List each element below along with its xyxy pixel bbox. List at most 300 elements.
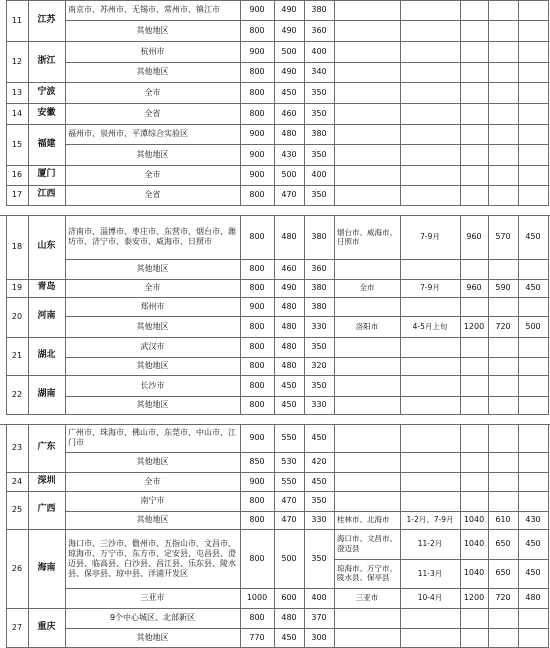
province-name: 安徽 [37,107,56,118]
area-cell: 其他地区 [136,264,169,273]
area-cell: 武汉市 [140,342,165,351]
row-index: 27 [11,622,23,632]
province-name: 广东 [37,442,56,453]
grid-line [65,472,66,492]
grid-line [304,375,305,415]
standard-value-1: 900 [249,129,265,138]
grid-line [488,103,489,125]
peak-value-2: 720 [495,321,511,331]
grid-line [6,297,548,298]
grid-line [6,0,548,1]
grid-line [6,103,7,125]
grid-line [488,279,489,298]
standard-value-2: 490 [281,283,297,292]
row-index: 22 [11,389,23,399]
row-index: 17 [11,190,23,199]
grid-line [6,375,548,376]
grid-line [304,124,305,166]
standard-value-2: 480 [281,301,297,311]
grid-line [488,82,489,104]
grid-line [488,185,489,206]
standard-value-2: 480 [281,129,297,138]
standard-value-2: 490 [281,25,297,35]
grid-line [6,165,7,186]
grid-line [548,472,549,492]
peak-value-2: 650 [495,568,511,578]
grid-line [6,608,7,648]
grid-line [304,165,305,186]
area-cell: 其他地区 [136,25,169,35]
grid-line [65,375,66,415]
grid-line [548,0,549,42]
row-index: 21 [11,351,23,360]
grid-line [65,0,66,42]
peak-area: 琼海市、万宁市、陵水县、保亭县 [337,563,397,583]
province-name: 海南 [37,562,56,573]
standard-value-3: 380 [311,232,327,241]
standard-value-3: 350 [311,553,327,563]
standard-value-2: 460 [281,108,297,118]
province-name: 深圳 [37,475,56,486]
area-cell: 其他地区 [136,321,169,331]
standard-value-3: 380 [311,5,327,14]
grid-line [240,297,241,338]
grid-line [274,297,275,338]
standard-value-1: 800 [249,400,265,409]
grid-line [6,205,548,206]
standard-value-1: 800 [249,515,265,524]
grid-line [240,0,241,42]
grid-line [6,165,548,166]
standard-value-1: 800 [249,361,265,370]
grid-line [488,165,489,186]
grid-line [28,185,29,206]
grid-line [460,375,461,415]
standard-value-2: 500 [281,553,297,563]
grid-line [518,529,519,609]
grid-line [488,529,489,609]
standard-value-2: 450 [281,87,297,97]
grid-line [240,215,241,280]
province-name: 广西 [37,504,56,515]
area-cell: 长沙市 [140,380,165,390]
grid-line [65,82,66,104]
grid-line [518,279,519,298]
standard-value-1: 900 [249,46,265,56]
area-cell: 其他地区 [136,515,169,524]
grid-line [400,124,401,166]
standard-value-1: 800 [249,342,265,351]
standard-value-2: 480 [281,232,297,241]
grid-line [400,424,401,473]
standard-value-3: 330 [311,515,327,524]
grid-line [6,82,548,83]
grid-line [304,0,305,42]
grid-line [240,82,241,104]
grid-line [6,424,7,473]
area-cell: 全市 [144,283,161,292]
grid-line [274,472,275,492]
grid-line [28,424,29,473]
grid-line [518,375,519,415]
standard-value-1: 800 [249,232,265,241]
standard-value-3: 400 [311,593,327,602]
standard-value-3: 400 [311,46,327,56]
grid-line [65,529,66,609]
grid-line [400,103,401,125]
standard-value-3: 350 [311,190,327,199]
standard-value-2: 450 [281,400,297,409]
grid-line [460,82,461,104]
peak-area: 烟台市、威海市、日照市 [337,227,397,246]
standard-value-1: 900 [249,170,265,179]
area-cell: 南宁市 [140,496,165,505]
standard-value-3: 350 [311,380,327,390]
grid-line [28,297,29,338]
grid-line [6,215,548,216]
standard-value-1: 800 [249,496,265,505]
area-cell: 9个中心城区、北部新区 [109,613,196,622]
grid-line [6,185,548,186]
standard-value-3: 350 [311,149,327,159]
grid-line [274,375,275,415]
grid-line [28,0,29,42]
grid-line [548,279,549,298]
grid-line [460,472,461,492]
grid-line [28,529,29,609]
grid-line [28,608,29,648]
area-cell: 全市 [144,170,161,179]
grid-line [460,424,461,473]
standard-value-2: 470 [281,496,297,505]
province-name: 江西 [37,189,56,200]
standard-value-2: 550 [281,433,297,442]
grid-line [334,82,335,104]
grid-line [548,82,549,104]
standard-value-3: 400 [311,170,327,179]
peak-value-3: 430 [525,515,541,524]
standard-value-2: 470 [281,515,297,524]
peak-period: 11-3月 [417,568,443,578]
grid-line [460,215,461,280]
grid-line [334,529,335,609]
standard-value-2: 460 [281,264,297,273]
grid-line [240,472,241,492]
standard-value-3: 450 [311,433,327,442]
area-cell: 济南市、淄博市、枣庄市、东营市、烟台市、潍坊市、济宁市、泰安市、威海市、日照市 [68,227,236,246]
standard-value-2: 450 [281,632,297,642]
grid-line [334,124,335,166]
province-name: 宁波 [37,86,56,97]
grid-line [400,472,401,492]
grid-line [6,215,7,280]
standard-value-3: 360 [311,25,327,35]
grid-line [6,472,548,473]
standard-value-1: 900 [249,5,265,14]
grid-line [6,529,7,609]
peak-value-1: 1040 [463,568,485,578]
peak-area: 海口市、文昌市、澄迈县 [337,534,397,553]
standard-value-2: 480 [281,613,297,622]
grid-line [6,279,548,280]
grid-line [65,279,66,298]
grid-line [334,0,335,42]
grid-line [304,472,305,492]
grid-line [460,165,461,186]
standard-value-3: 380 [311,283,327,292]
area-cell: 其他地区 [136,400,169,409]
grid-line [65,215,66,280]
standard-value-1: 1000 [246,593,268,602]
peak-value-2: 590 [495,283,511,292]
grid-line [334,375,335,415]
province-name: 福建 [37,138,56,149]
grid-line [548,215,549,280]
grid-line [460,0,461,42]
grid-line [518,215,519,280]
grid-line [460,279,461,298]
standard-value-3: 320 [311,361,327,370]
grid-line [6,185,7,206]
grid-line [274,0,275,42]
row-index: 25 [11,505,23,514]
grid-line [274,424,275,473]
grid-line [65,628,548,629]
peak-period: 4-5月上旬 [412,321,448,331]
grid-line [548,424,549,473]
standard-value-2: 480 [281,361,297,370]
grid-line [240,124,241,166]
peak-value-1: 1040 [463,538,485,548]
province-name: 河南 [37,311,56,322]
standard-value-2: 500 [281,170,297,179]
grid-line [304,215,305,280]
row-index: 18 [11,242,23,251]
standard-value-2: 530 [281,457,297,466]
grid-line [6,0,7,42]
standard-value-2: 500 [281,46,297,56]
peak-value-1: 1040 [463,515,485,524]
grid-line [65,396,548,397]
grid-line [304,103,305,125]
grid-line [240,529,241,609]
standard-value-3: 450 [311,476,327,486]
peak-value-1: 1200 [463,593,485,602]
row-index: 24 [11,476,23,486]
peak-area: 全市 [359,283,375,293]
grid-line [334,472,335,492]
grid-line [6,529,548,530]
grid-line [400,0,401,42]
grid-line [548,103,549,125]
grid-line [6,41,7,83]
grid-line [6,491,548,492]
standard-value-3: 380 [311,301,327,311]
grid-line [65,62,548,63]
grid-line [6,297,7,338]
grid-line [28,124,29,166]
area-cell: 福州市、泉州市、平潭综合实验区 [68,129,188,138]
standard-value-1: 900 [249,433,265,442]
area-cell: 三亚市 [140,593,165,602]
row-index: 16 [11,170,23,179]
row-index: 20 [11,312,23,321]
standard-value-1: 900 [249,476,265,486]
grid-line [518,165,519,186]
standard-value-2: 480 [281,321,297,331]
grid-line [334,424,335,473]
standard-value-3: 380 [311,129,327,138]
province-name: 青岛 [37,282,56,293]
grid-line [65,124,66,166]
peak-period: 11-2月 [417,539,443,549]
grid-line [518,82,519,104]
province-name: 浙江 [37,55,56,66]
grid-line [334,297,335,338]
grid-line [548,529,549,609]
grid-line [28,279,29,298]
grid-line [65,165,66,186]
grid-line [240,279,241,298]
grid-line [548,608,549,648]
standard-value-1: 900 [249,149,265,159]
grid-line [65,452,548,453]
grid-line [6,337,7,376]
grid-line [400,375,401,415]
area-cell: 郑州市 [140,301,165,311]
grid-line [304,82,305,104]
area-cell: 其他地区 [136,149,169,159]
grid-line [65,588,548,589]
standard-value-1: 800 [249,108,265,118]
grid-line [65,297,66,338]
grid-line [518,103,519,125]
standard-value-2: 430 [281,149,297,159]
grid-line [460,103,461,125]
grid-line [548,185,549,206]
grid-line [304,424,305,473]
grid-line [65,357,548,358]
grid-line [6,279,7,298]
peak-value-3: 500 [525,321,541,331]
grid-line [240,375,241,415]
grid-line [65,511,548,512]
peak-value-3: 450 [525,232,541,241]
grid-line [334,279,335,298]
grid-line [274,82,275,104]
grid-line [28,165,29,186]
peak-value-1: 960 [466,232,482,241]
grid-line [240,103,241,125]
grid-line [488,0,489,42]
province-name: 山东 [37,241,56,252]
grid-line [334,103,335,125]
standard-value-1: 800 [249,190,265,199]
province-name: 江苏 [37,14,56,25]
row-index: 11 [11,15,23,25]
grid-line [274,124,275,166]
peak-value-3: 450 [525,283,541,292]
grid-line [518,185,519,206]
standard-value-2: 490 [281,67,297,76]
grid-line [274,185,275,206]
grid-line [6,375,7,415]
row-index: 13 [11,87,23,97]
grid-line [28,215,29,280]
grid-line [28,472,29,492]
standard-value-1: 900 [249,301,265,311]
standard-value-3: 350 [311,496,327,505]
grid-line [6,414,548,415]
grid-line [274,103,275,125]
peak-value-1: 1200 [463,321,485,331]
row-index: 19 [11,283,23,292]
peak-value-2: 610 [495,515,511,524]
standard-value-2: 600 [281,593,297,602]
area-cell: 杭州市 [140,46,165,56]
standard-value-3: 300 [311,632,327,642]
grid-line [548,297,549,338]
standard-value-2: 470 [281,190,297,199]
standard-value-3: 350 [311,342,327,351]
standard-value-1: 850 [249,457,265,466]
grid-line [488,297,489,338]
grid-line [6,124,7,166]
grid-line [488,472,489,492]
peak-period: 1-2月、7-9月 [406,515,454,525]
peak-value-2: 570 [495,232,511,241]
grid-line [28,103,29,125]
grid-line [548,337,549,376]
grid-line [6,82,7,104]
peak-area: 三亚市 [355,593,379,603]
grid-line [274,165,275,186]
standard-value-1: 800 [249,264,265,273]
area-cell: 南京市、苏州市、无锡市、常州市、镇江市 [68,5,220,14]
standard-value-3: 330 [311,321,327,331]
grid-line [65,20,548,21]
peak-value-3: 480 [525,593,541,602]
standard-value-2: 490 [281,5,297,14]
peak-period: 7-9月 [420,232,440,242]
area-cell: 全省 [144,190,161,199]
row-index: 12 [11,56,23,66]
grid-line [518,297,519,338]
area-cell: 全省 [144,108,161,118]
standard-value-1: 770 [249,632,265,642]
grid-line [548,375,549,415]
peak-area: 洛阳市 [355,321,379,331]
peak-value-2: 650 [495,538,511,548]
standard-value-3: 350 [311,87,327,97]
row-index: 15 [11,139,23,149]
grid-line [334,559,548,560]
grid-line [6,472,7,492]
grid-line [274,215,275,280]
grid-line [65,185,66,206]
grid-line [400,82,401,104]
grid-line [400,529,401,609]
grid-line [460,297,461,338]
grid-line [400,279,401,298]
area-cell: 全市 [144,87,161,97]
grid-line [240,185,241,206]
area-cell: 广州市、珠海市、佛山市、东莞市、中山市、江门市 [68,428,236,447]
peak-period: 10-4月 [417,593,443,603]
grid-line [334,215,335,280]
standard-value-1: 800 [249,87,265,97]
standard-value-3: 350 [311,108,327,118]
